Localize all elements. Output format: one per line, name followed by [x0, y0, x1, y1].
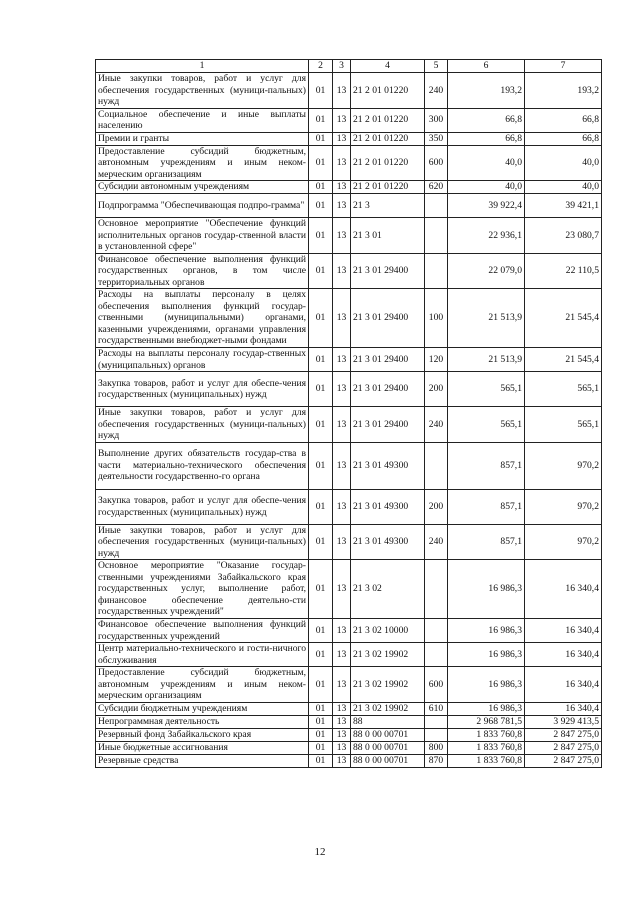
row-name: Основное мероприятие "Оказание государ-ственными учреждениями Забайкальского края государственных услуг, выполнение работ, финансовое обеспечение деятельно-сти государственных учреждений" [96, 560, 309, 619]
target-article-code: 88 0 00 00701 [351, 741, 425, 754]
amount-col7: 2 847 275,0 [525, 754, 602, 767]
amount-col6: 565,1 [448, 372, 525, 407]
subsection-code: 13 [333, 702, 351, 715]
section-code: 01 [309, 73, 333, 109]
table-row [96, 643, 602, 667]
target-article-code: 21 3 02 19902 [351, 702, 425, 715]
amount-col7: 565,1 [525, 407, 602, 443]
expense-type-code [425, 619, 448, 643]
amount-col6: 22 936,1 [448, 218, 525, 254]
amount-col6: 857,1 [448, 442, 525, 489]
table-row [96, 132, 602, 145]
expense-type-code: 800 [425, 741, 448, 754]
amount-col6: 16 986,3 [448, 667, 525, 703]
amount-col7: 21 545,4 [525, 289, 602, 348]
amount-col6: 857,1 [448, 489, 525, 524]
section-code: 01 [309, 145, 333, 181]
amount-col6: 16 986,3 [448, 619, 525, 643]
expense-type-code: 300 [425, 108, 448, 132]
target-article-code: 21 2 01 01220 [351, 132, 425, 145]
amount-col7: 16 340,4 [525, 702, 602, 715]
amount-col7: 193,2 [525, 73, 602, 109]
section-code: 01 [309, 442, 333, 489]
target-article-code: 21 3 01 29400 [351, 372, 425, 407]
table-row [96, 524, 602, 560]
section-code: 01 [309, 702, 333, 715]
amount-col6: 857,1 [448, 524, 525, 560]
table-row [96, 741, 602, 754]
amount-col7: 22 110,5 [525, 253, 602, 289]
amount-col7: 16 340,4 [525, 667, 602, 703]
section-code: 01 [309, 643, 333, 667]
expense-type-code: 350 [425, 132, 448, 145]
header-cell-3: 3 [333, 60, 351, 73]
table-row [96, 73, 602, 109]
expense-type-code: 620 [425, 181, 448, 194]
section-code: 01 [309, 667, 333, 703]
section-code: 01 [309, 108, 333, 132]
section-code: 01 [309, 741, 333, 754]
table-row [96, 181, 602, 194]
subsection-code: 13 [333, 73, 351, 109]
amount-col6: 40,0 [448, 145, 525, 181]
amount-col6: 39 922,4 [448, 194, 525, 218]
amount-col6: 21 513,9 [448, 289, 525, 348]
amount-col6: 16 986,3 [448, 643, 525, 667]
subsection-code: 13 [333, 218, 351, 254]
table-row [96, 619, 602, 643]
target-article-code: 21 3 01 29400 [351, 407, 425, 443]
amount-col7: 970,2 [525, 489, 602, 524]
amount-col6: 1 833 760,8 [448, 728, 525, 741]
table-row [96, 253, 602, 289]
expense-type-code [425, 715, 448, 728]
section-code: 01 [309, 194, 333, 218]
amount-col6: 16 986,3 [448, 702, 525, 715]
section-code: 01 [309, 489, 333, 524]
header-cell-1: 1 [96, 60, 309, 73]
expense-type-code [425, 728, 448, 741]
section-code: 01 [309, 524, 333, 560]
subsection-code: 13 [333, 728, 351, 741]
table-row [96, 728, 602, 741]
row-name: Финансовое обеспечение выполнения функций государственных органов, в том числе территориальных органов [96, 253, 309, 289]
target-article-code: 21 3 01 29400 [351, 348, 425, 372]
table-row [96, 702, 602, 715]
subsection-code: 13 [333, 489, 351, 524]
amount-col7: 2 847 275,0 [525, 741, 602, 754]
section-code: 01 [309, 289, 333, 348]
row-name: Основное мероприятие "Обеспечение функций исполнительных органов государ-ственной власти в установленной сфере" [96, 218, 309, 254]
amount-col7: 970,2 [525, 442, 602, 489]
row-name: Резервные средства [96, 754, 309, 767]
table-row [96, 489, 602, 524]
row-name: Закупка товаров, работ и услуг для обеспе-чения государственных (муниципальных) нужд [96, 489, 309, 524]
amount-col6: 16 986,3 [448, 560, 525, 619]
section-code: 01 [309, 407, 333, 443]
header-cell-5: 5 [425, 60, 448, 73]
subsection-code: 13 [333, 132, 351, 145]
amount-col7: 39 421,1 [525, 194, 602, 218]
section-code: 01 [309, 348, 333, 372]
expense-type-code: 200 [425, 372, 448, 407]
subsection-code: 13 [333, 741, 351, 754]
page-number: 12 [314, 846, 326, 858]
row-name: Иные закупки товаров, работ и услуг для обеспечения государственных (муници-пальных) нужд [96, 524, 309, 560]
subsection-code: 13 [333, 754, 351, 767]
table-row [96, 560, 602, 619]
row-name: Расходы на выплаты персоналу в целях обеспечения выполнения функций государ-ственными (муниципальными) органами, казенными учреждениями, органами управления государственными внебюджет-ными фондами [96, 289, 309, 348]
target-article-code: 21 3 01 49300 [351, 489, 425, 524]
table-row [96, 715, 602, 728]
subsection-code: 13 [333, 253, 351, 289]
subsection-code: 13 [333, 524, 351, 560]
subsection-code: 13 [333, 619, 351, 643]
amount-col7: 16 340,4 [525, 619, 602, 643]
row-name: Закупка товаров, работ и услуг для обеспе-чения государственных (муниципальных) нужд [96, 372, 309, 407]
row-name: Премии и гранты [96, 132, 309, 145]
amount-col6: 2 968 781,5 [448, 715, 525, 728]
subsection-code: 13 [333, 145, 351, 181]
table-row [96, 348, 602, 372]
table-row [96, 407, 602, 443]
table-row [96, 442, 602, 489]
target-article-code: 21 2 01 01220 [351, 108, 425, 132]
expense-type-code: 200 [425, 489, 448, 524]
expense-type-code: 100 [425, 289, 448, 348]
expense-type-code [425, 218, 448, 254]
row-name: Финансовое обеспечение выполнения функций государственных учреждений [96, 619, 309, 643]
expense-type-code: 870 [425, 754, 448, 767]
target-article-code: 21 3 01 49300 [351, 442, 425, 489]
section-code: 01 [309, 728, 333, 741]
target-article-code: 88 0 00 00701 [351, 754, 425, 767]
subsection-code: 13 [333, 194, 351, 218]
header-cell-7: 7 [525, 60, 602, 73]
row-name: Иные закупки товаров, работ и услуг для обеспечения государственных (муници-пальных) нужд [96, 407, 309, 443]
row-name: Иные закупки товаров, работ и услуг для обеспечения государственных (муници-пальных) нужд [96, 73, 309, 109]
row-name: Непрограммная деятельность [96, 715, 309, 728]
subsection-code: 13 [333, 348, 351, 372]
target-article-code: 88 0 00 00701 [351, 728, 425, 741]
row-name: Субсидии бюджетным учреждениям [96, 702, 309, 715]
row-name: Социальное обеспечение и иные выплаты населению [96, 108, 309, 132]
target-article-code: 21 3 01 29400 [351, 253, 425, 289]
header-cell-4: 4 [351, 60, 425, 73]
table-row [96, 372, 602, 407]
row-name: Расходы на выплаты персоналу государ-ственных (муниципальных) органов [96, 348, 309, 372]
subsection-code: 13 [333, 372, 351, 407]
target-article-code: 21 3 01 29400 [351, 289, 425, 348]
section-code: 01 [309, 754, 333, 767]
section-code: 01 [309, 372, 333, 407]
target-article-code: 21 3 01 49300 [351, 524, 425, 560]
section-code: 01 [309, 715, 333, 728]
expense-type-code: 120 [425, 348, 448, 372]
expense-type-code [425, 253, 448, 289]
amount-col7: 40,0 [525, 145, 602, 181]
amount-col6: 66,8 [448, 132, 525, 145]
row-name: Предоставление субсидий бюджетным, автономным учреждениям и иным неком-мерческим организациям [96, 145, 309, 181]
amount-col7: 66,8 [525, 132, 602, 145]
expense-type-code: 600 [425, 145, 448, 181]
amount-col7: 16 340,4 [525, 643, 602, 667]
subsection-code: 13 [333, 108, 351, 132]
table-row [96, 218, 602, 254]
table-header-row [96, 60, 602, 73]
section-code: 01 [309, 132, 333, 145]
subsection-code: 13 [333, 643, 351, 667]
amount-col6: 565,1 [448, 407, 525, 443]
table-row [96, 194, 602, 218]
row-name: Подпрограмма "Обеспечивающая подпро-грамма" [96, 194, 309, 218]
table-row [96, 145, 602, 181]
target-article-code: 21 2 01 01220 [351, 145, 425, 181]
subsection-code: 13 [333, 407, 351, 443]
target-article-code: 21 3 [351, 194, 425, 218]
row-name: Предоставление субсидий бюджетным, автономным учреждениям и иным неком-мерческим организациям [96, 667, 309, 703]
target-article-code: 21 3 02 [351, 560, 425, 619]
amount-col6: 1 833 760,8 [448, 741, 525, 754]
amount-col7: 970,2 [525, 524, 602, 560]
subsection-code: 13 [333, 442, 351, 489]
amount-col7: 21 545,4 [525, 348, 602, 372]
subsection-code: 13 [333, 181, 351, 194]
header-cell-6: 6 [448, 60, 525, 73]
amount-col6: 66,8 [448, 108, 525, 132]
amount-col6: 1 833 760,8 [448, 754, 525, 767]
row-name: Выполнение других обязательств государ-ства в части материально-технического обеспечения деятельности государственно-го органа [96, 442, 309, 489]
subsection-code: 13 [333, 289, 351, 348]
target-article-code: 21 3 02 19902 [351, 667, 425, 703]
row-name: Центр материально-технического и гости-ничного обслуживания [96, 643, 309, 667]
amount-col6: 193,2 [448, 73, 525, 109]
table-row [96, 667, 602, 703]
expense-type-code: 240 [425, 407, 448, 443]
amount-col6: 21 513,9 [448, 348, 525, 372]
header-cell-2: 2 [309, 60, 333, 73]
amount-col7: 2 847 275,0 [525, 728, 602, 741]
expense-type-code [425, 194, 448, 218]
row-name: Субсидии автономным учреждениям [96, 181, 309, 194]
row-name: Резервный фонд Забайкальского края [96, 728, 309, 741]
table-row [96, 754, 602, 767]
subsection-code: 13 [333, 715, 351, 728]
amount-col6: 40,0 [448, 181, 525, 194]
amount-col7: 40,0 [525, 181, 602, 194]
amount-col7: 23 080,7 [525, 218, 602, 254]
budget-table [95, 59, 602, 768]
target-article-code: 21 3 02 19902 [351, 643, 425, 667]
subsection-code: 13 [333, 560, 351, 619]
expense-type-code: 240 [425, 73, 448, 109]
section-code: 01 [309, 218, 333, 254]
section-code: 01 [309, 253, 333, 289]
section-code: 01 [309, 181, 333, 194]
section-code: 01 [309, 619, 333, 643]
amount-col7: 16 340,4 [525, 560, 602, 619]
row-name: Иные бюджетные ассигнования [96, 741, 309, 754]
target-article-code: 21 2 01 01220 [351, 73, 425, 109]
expense-type-code: 240 [425, 524, 448, 560]
amount-col7: 66,8 [525, 108, 602, 132]
expense-type-code [425, 643, 448, 667]
expense-type-code: 610 [425, 702, 448, 715]
target-article-code: 21 3 02 10000 [351, 619, 425, 643]
expense-type-code [425, 442, 448, 489]
table-row [96, 108, 602, 132]
target-article-code: 21 3 01 [351, 218, 425, 254]
section-code: 01 [309, 560, 333, 619]
table-row [96, 289, 602, 348]
amount-col7: 3 929 413,5 [525, 715, 602, 728]
expense-type-code [425, 560, 448, 619]
target-article-code: 88 [351, 715, 425, 728]
subsection-code: 13 [333, 667, 351, 703]
target-article-code: 21 2 01 01220 [351, 181, 425, 194]
expense-type-code: 600 [425, 667, 448, 703]
amount-col7: 565,1 [525, 372, 602, 407]
amount-col6: 22 079,0 [448, 253, 525, 289]
